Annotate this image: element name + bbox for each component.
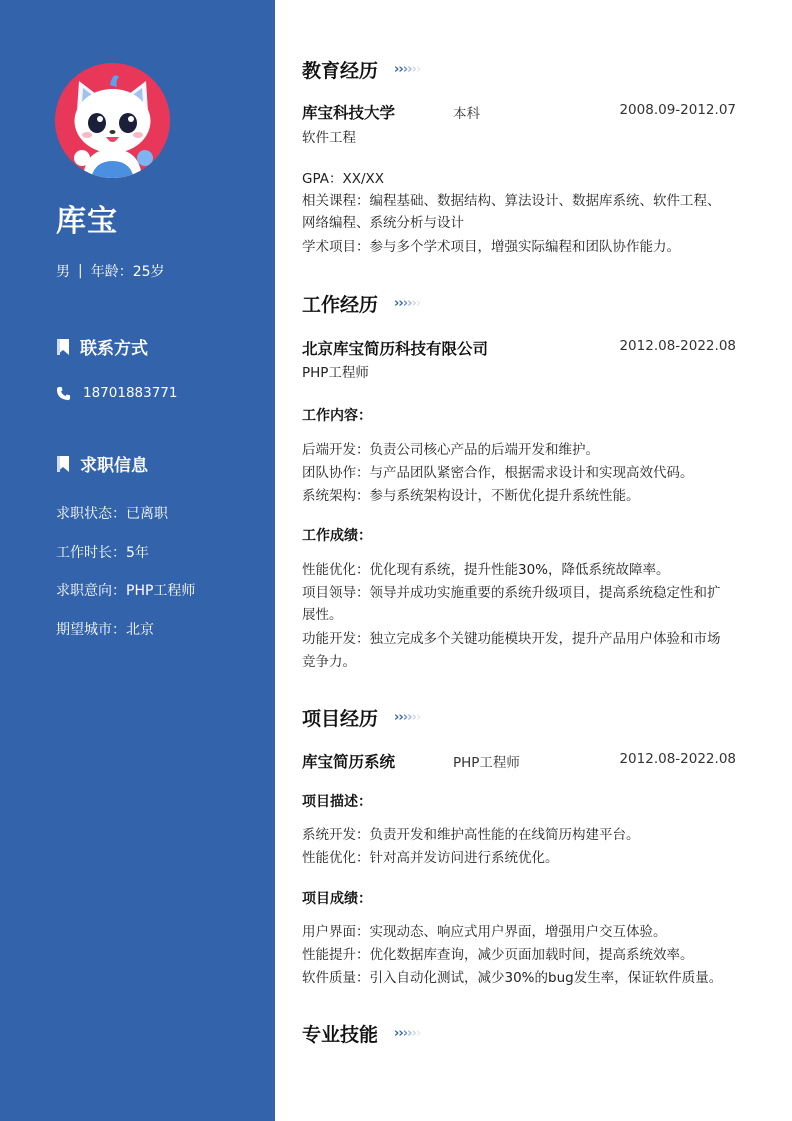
major: 软件工程	[302, 130, 356, 146]
job-heading: 求职信息	[56, 451, 148, 476]
courses-line-2: 网络编程、系统分析与设计	[302, 215, 464, 231]
work-achieve-item: 竞争力。	[302, 654, 356, 670]
divider: |	[78, 263, 83, 279]
project-result-item: 性能提升：优化数据库查询，减少页面加载时间，提高系统效率。	[302, 947, 694, 963]
degree: 本科	[453, 106, 480, 122]
school-name: 库宝科技大学	[302, 104, 396, 122]
project-name: 库宝简历系统	[302, 753, 396, 771]
phone-row	[56, 385, 177, 401]
gpa: GPA：XX/XX	[302, 171, 385, 187]
phone-number[interactable]: 18701883771	[83, 385, 178, 401]
education-title: 教育经历 › › › › › ›	[302, 60, 421, 82]
double-chevron-icon: › › › › › ›	[394, 710, 421, 725]
project-result-item: 软件质量：引入自动化测试，减少30%的bug发生率，保证软件质量。	[302, 970, 723, 986]
education-date: 2008.09-2012.07	[619, 102, 736, 118]
company-name: 北京库宝简历科技有限公司	[302, 340, 489, 358]
double-chevron-icon: › › › › › ›	[394, 1026, 421, 1041]
project-result-title: 项目成绩：	[302, 891, 372, 907]
project-title: 项目经历 › › › › › ›	[302, 708, 421, 730]
job-status: 求职状态：已离职	[56, 506, 168, 522]
project-desc-item: 系统开发：负责开发和维护高性能的在线简历构建平台。	[302, 827, 640, 843]
skills-title: 专业技能 › › › › › ›	[302, 1024, 421, 1046]
age: 年龄：25岁	[90, 264, 165, 280]
work-achieve-title: 工作成绩：	[302, 528, 372, 544]
project-header	[302, 750, 736, 772]
work-achieve-item: 展性。	[302, 607, 343, 623]
avatar	[55, 63, 170, 178]
project-result-item: 用户界面：实现动态、响应式用户界面，增强用户交互体验。	[302, 924, 667, 940]
double-chevron-icon: › › › › › ›	[394, 62, 421, 77]
work-content-item: 团队协作：与产品团队紧密合作，根据需求设计和实现高效代码。	[302, 465, 694, 481]
sidebar	[0, 0, 275, 1121]
work-date: 2012.08-2022.08	[619, 338, 736, 354]
basic-info	[56, 261, 165, 281]
contact-heading: 联系方式	[56, 334, 148, 359]
courses-line-1: 相关课程：编程基础、数据结构、算法设计、数据库系统、软件工程、	[302, 193, 721, 209]
work-content-item: 后端开发：负责公司核心产品的后端开发和维护。	[302, 442, 599, 458]
work-content-title: 工作内容：	[302, 408, 372, 424]
job-intent: 求职意向：PHP工程师	[56, 583, 196, 599]
work-header	[302, 337, 736, 359]
phone-icon	[56, 386, 71, 401]
project-desc-title: 项目描述：	[302, 794, 372, 810]
work-achieve-item: 项目领导：领导并成功实施重要的系统升级项目，提高系统稳定性和扩	[302, 585, 721, 601]
project-date: 2012.08-2022.08	[619, 751, 736, 767]
expected-city: 期望城市：北京	[56, 621, 154, 638]
project-role: PHP工程师	[453, 755, 520, 771]
work-title: 工作经历 › › › › › ›	[302, 294, 421, 316]
project-desc-item: 性能优化：针对高并发访问进行系统优化。	[302, 850, 559, 866]
double-chevron-icon: › › › › › ›	[394, 296, 421, 311]
candidate-name: 库宝	[56, 204, 118, 239]
job-info-list	[56, 503, 195, 657]
bookmark-icon	[56, 456, 70, 472]
work-achieve-item: 性能优化：优化现有系统，提升性能30%，降低系统故障率。	[302, 562, 670, 578]
gender: 男	[56, 264, 70, 280]
bookmark-icon	[56, 339, 70, 355]
work-years: 工作时长：5年	[56, 544, 149, 561]
mascot-cat-image	[55, 63, 170, 178]
work-achieve-item: 功能开发：独立完成多个关键功能模块开发，提升产品用户体验和市场	[302, 631, 721, 647]
academic-project: 学术项目：参与多个学术项目，增强实际编程和团队协作能力。	[302, 239, 680, 255]
work-content-item: 系统架构：参与系统架构设计，不断优化提升系统性能。	[302, 488, 640, 504]
work-position: PHP工程师	[302, 365, 369, 381]
education-header	[302, 101, 736, 123]
